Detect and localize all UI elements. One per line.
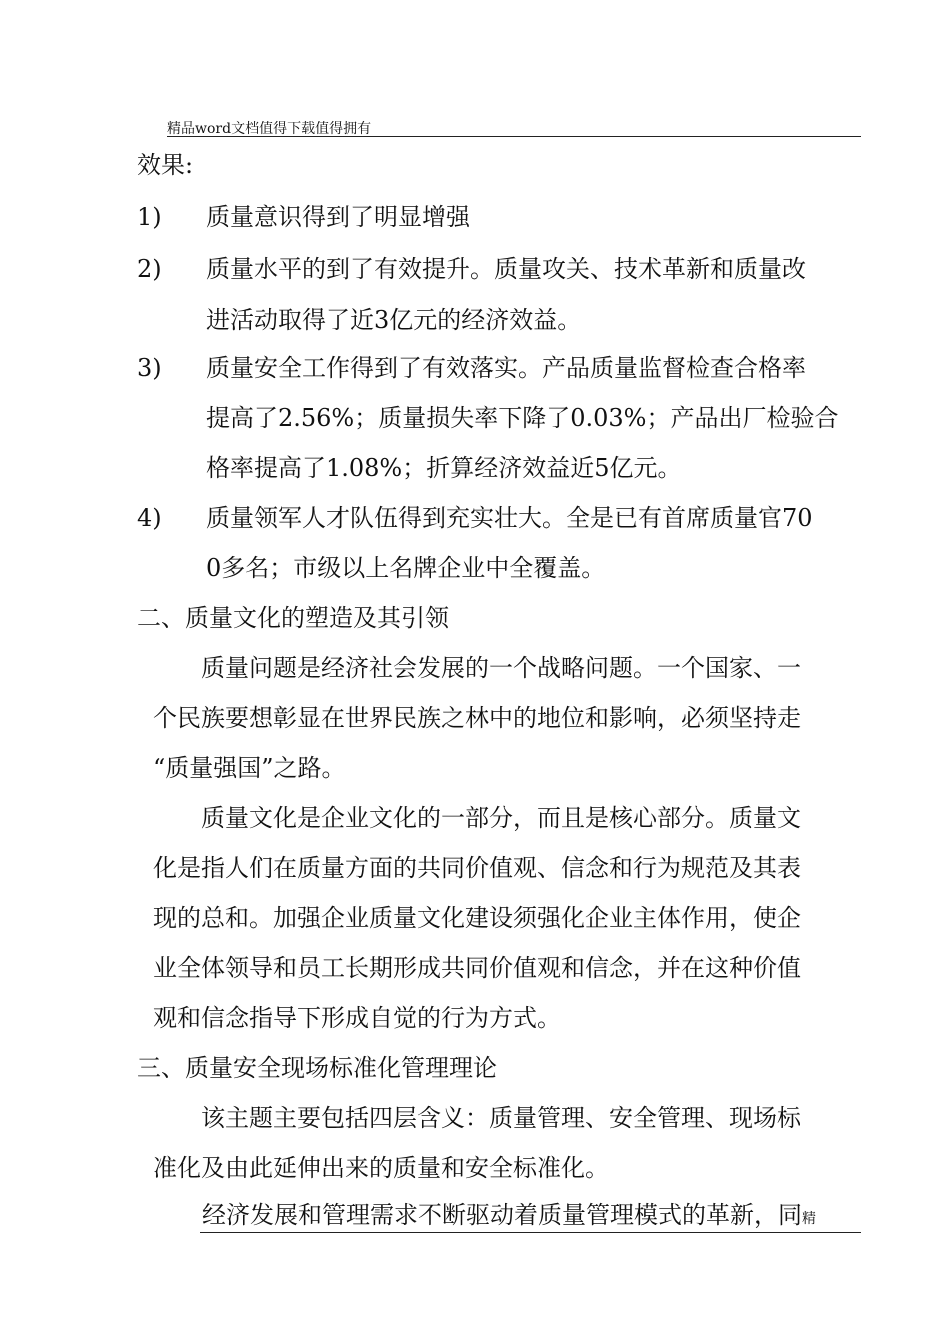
footer-rule: [200, 1232, 861, 1233]
section-heading: 三、质量安全现场标准化管理理论: [137, 1054, 497, 1082]
list-item-line: 质量领军人才队伍得到充实壮大。全是已有首席质量官70: [206, 504, 813, 532]
paragraph-line: 化是指人们在质量方面的共同价值观、信念和行为规范及其表: [153, 854, 801, 882]
list-item-line: 0多名；市级以上名牌企业中全覆盖。: [206, 554, 606, 582]
paragraph-line: 质量问题是经济社会发展的一个战略问题。一个国家、一: [201, 654, 801, 682]
footer-text: 经济发展和管理需求不断驱动着质量管理模式的革新，同: [202, 1201, 802, 1229]
list-number: 2): [137, 255, 162, 283]
effects-title: 效果:: [137, 151, 194, 179]
paragraph-line: 质量文化是企业文化的一部分，而且是核心部分。质量文: [201, 804, 801, 832]
list-item-line: 进活动取得了近3亿元的经济效益。: [206, 306, 582, 334]
paragraph-line: 观和信念指导下形成自觉的行为方式。: [153, 1004, 561, 1032]
list-item-line: 提高了2.56%；质量损失率下降了0.03%；产品出厂检验合: [206, 404, 839, 432]
footer-line: [202, 1200, 816, 1234]
header-rule: [167, 136, 861, 137]
paragraph-line: 个民族要想彰显在世界民族之林中的地位和影响，必须坚持走: [153, 704, 801, 732]
list-item-line: 格率提高了1.08%；折算经济效益近5亿元。: [206, 454, 682, 482]
paragraph-line: 现的总和。加强企业质量文化建设须强化企业主体作用，使企: [153, 904, 801, 932]
footer-mark: 精: [802, 1211, 816, 1227]
paragraph-line: 业全体领导和员工长期形成共同价值观和信念，并在这种价值: [153, 954, 801, 982]
list-number: 3): [137, 354, 162, 382]
paragraph-line: 准化及由此延伸出来的质量和安全标准化。: [153, 1154, 609, 1182]
list-item-line: 质量水平的到了有效提升。质量攻关、技术革新和质量改: [206, 255, 806, 283]
list-item-line: 质量安全工作得到了有效落实。产品质量监督检查合格率: [206, 354, 806, 382]
page-header: 精品word文档值得下载值得拥有: [167, 121, 372, 137]
list-number: 1): [137, 203, 162, 231]
list-number: 4): [137, 504, 162, 532]
paragraph-line: 该主题主要包括四层含义：质量管理、安全管理、现场标: [201, 1104, 801, 1132]
list-item-line: 质量意识得到了明显增强: [206, 203, 470, 231]
section-heading: 二、质量文化的塑造及其引领: [137, 604, 449, 632]
paragraph-line: “质量强国”之路。: [153, 754, 346, 782]
